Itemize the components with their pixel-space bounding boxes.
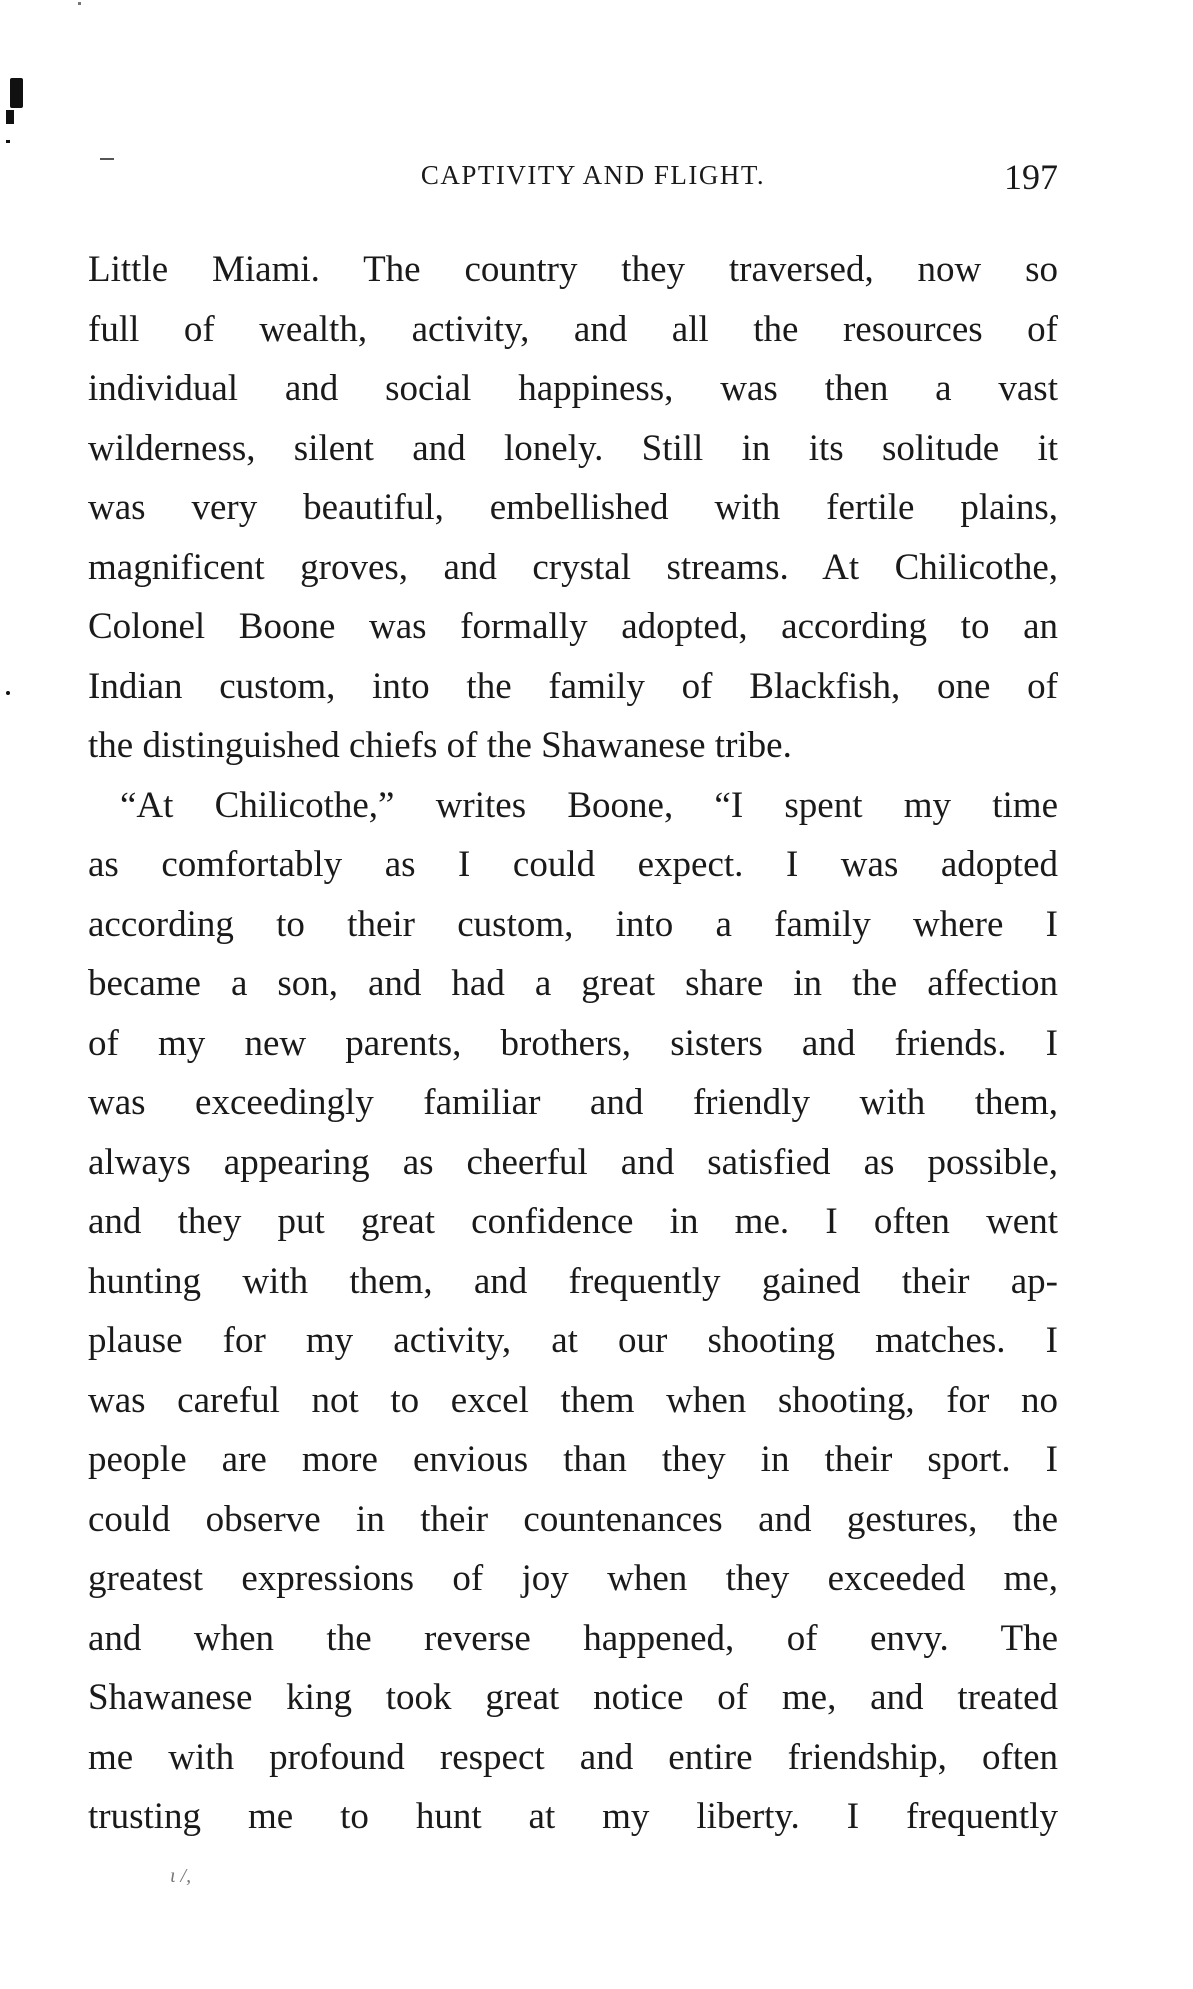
text-line: me with profound respect and entire friendship, often	[88, 1736, 1058, 1778]
body-text	[88, 240, 1058, 1847]
footer-signature-mark: ι /,	[170, 1865, 192, 1887]
text-line: trusting me to hunt at my liberty. I frequently	[88, 1796, 1058, 1837]
text-line: plause for my activity, at our shooting matches. I	[88, 1320, 1058, 1361]
text-line: according to their custom, into a family where I	[88, 903, 1058, 945]
scan-artifact-mark	[6, 691, 10, 695]
text-line: full of wealth, activity, and all the resources of	[88, 308, 1058, 350]
text-line: greatest expressions of joy when they exceeded me,	[88, 1558, 1058, 1599]
text-line: was very beautiful, embellished with fertile plains,	[88, 487, 1058, 528]
scan-artifact-mark	[6, 110, 14, 124]
text-line: hunting with them, and frequently gained their ap-	[88, 1260, 1058, 1302]
text-line: “At Chilicothe,” writes Boone, “I spent my time	[120, 784, 1058, 826]
text-line: individual and social happiness, was then a vast	[88, 368, 1058, 409]
text-line: wilderness, silent and lonely. Still in its solitude it	[88, 427, 1058, 469]
text-line: magnificent groves, and crystal streams. At Chilicothe,	[88, 546, 1058, 588]
page-header	[88, 157, 1058, 206]
text-line: Shawanese king took great notice of me, and treated	[88, 1677, 1058, 1718]
text-line: of my new parents, brothers, sisters and friends. I	[88, 1022, 1058, 1064]
text-line: the distinguished chiefs of the Shawanese tribe.	[88, 725, 792, 766]
text-line: as comfortably as I could expect. I was adopted	[88, 844, 1058, 885]
text-line: was careful not to excel them when shooting, for no	[88, 1379, 1058, 1421]
scan-artifact-mark	[10, 78, 23, 108]
scan-artifact-mark	[6, 140, 10, 143]
text-line: and they put great confidence in me. I often went	[88, 1201, 1058, 1242]
running-title: CAPTIVITY AND FLIGHT.	[420, 160, 766, 190]
page-number: 197	[1004, 157, 1058, 197]
text-line: Little Miami. The country they traversed, now so	[88, 249, 1058, 290]
text-line: Indian custom, into the family of Blackfish, one of	[88, 665, 1058, 707]
text-line: always appearing as cheerful and satisfied as possible,	[88, 1141, 1058, 1183]
text-line: was exceedingly familiar and friendly with them,	[88, 1082, 1058, 1123]
scan-artifact-mark	[78, 2, 81, 5]
text-line: Colonel Boone was formally adopted, according to an	[88, 606, 1058, 647]
text-line: could observe in their countenances and gestures, the	[88, 1498, 1058, 1540]
text-line: and when the reverse happened, of envy. The	[88, 1617, 1058, 1659]
text-line: became a son, and had a great share in the affection	[88, 963, 1058, 1004]
text-line: people are more envious than they in their sport. I	[88, 1439, 1058, 1480]
